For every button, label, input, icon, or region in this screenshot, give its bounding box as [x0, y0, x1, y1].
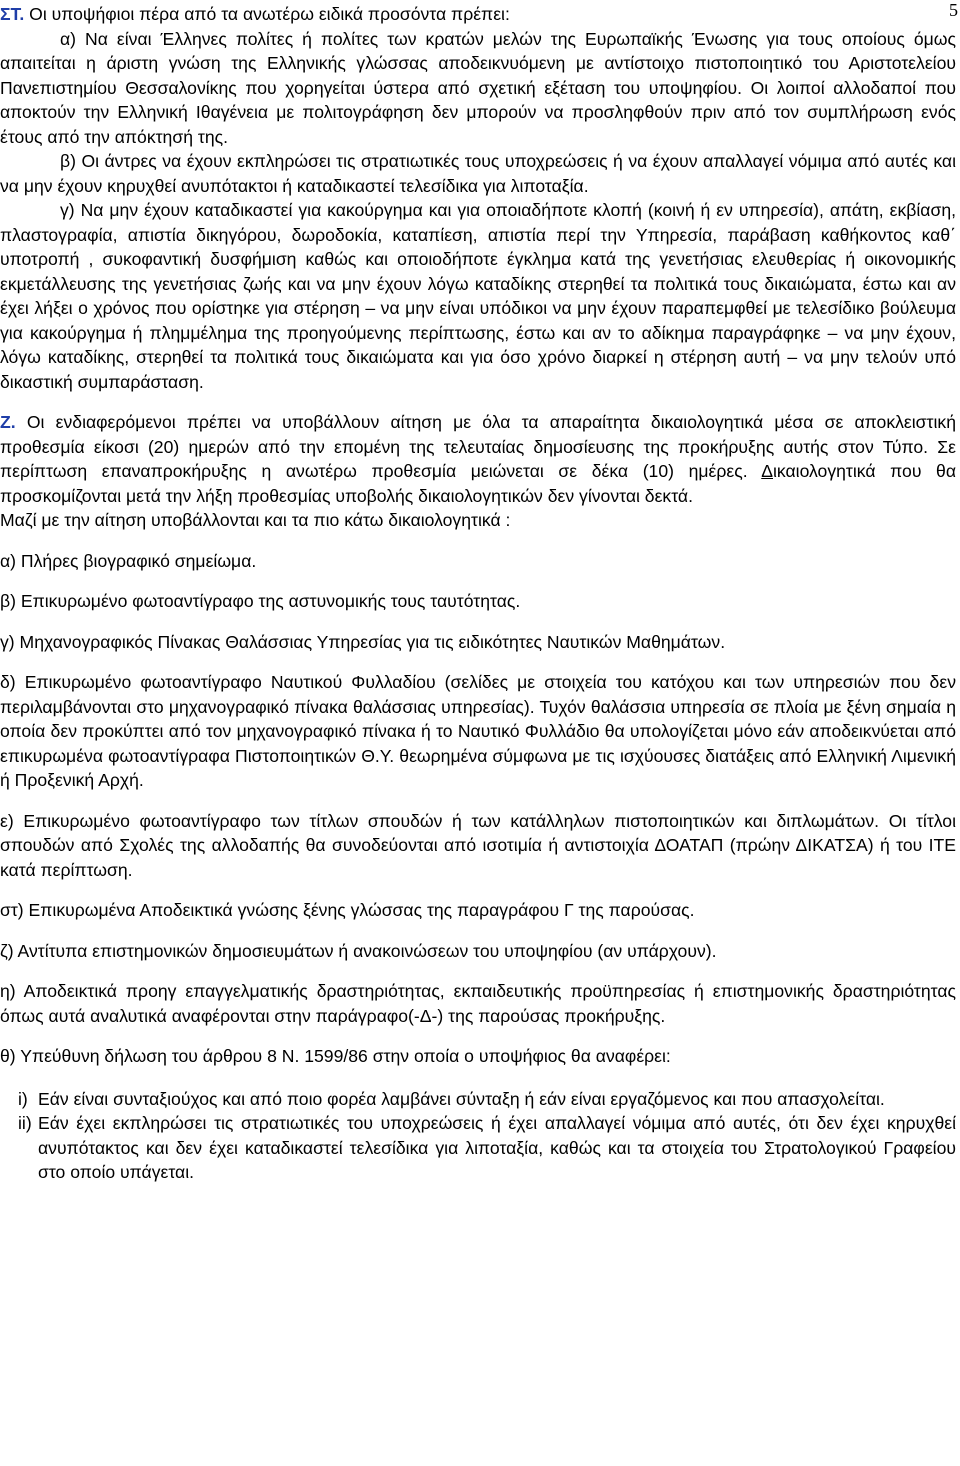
document-c: γ) Μηχανογραφικός Πίνακας Θαλάσσιας Υπηρεσίας για τις ειδικότητες Ναυτικών Μαθημάτων. — [0, 631, 726, 652]
declaration-text: Εάν έχει εκπληρώσει τις στρατιωτικές του υποχρεώσεις ή έχει απαλλαγεί νόμιμα από αυτές, ότι δεν έχει κηρυχθεί ανυπότακτος και δεν έχει καταδικαστεί τελεσίδικα για λιποταξία, καθώς και τα στοιχεία του Στρατολογικού Γραφείου στο οποίο υπάγεται. — [38, 1113, 956, 1182]
document-th: θ) Υπεύθυνη δήλωση του άρθρου 8 Ν. 1599/86 στην οποία ο υποψήφιος θα αναφέρει: — [0, 1046, 671, 1066]
declaration-item — [0, 1111, 956, 1185]
document-d: δ) Επικυρωμένο φωτοαντίγραφο Ναυτικού Φυλλαδίου (σελίδες με στοιχεία του κατόχου και των υπηρεσιών που δεν περιλαμβάνονται στο μηχανογραφικό πίνακα θαλάσσιας υπηρεσίας). Τυχόν θαλάσσια υπηρεσία σε πλοία με ξένη σημαία η οποία δεν προκύπτει από τον μηχανογραφικό πίνακα ή το Ναυτικό Φυλλάδιο θα υπολογίζεται μόνο εάν αποδεικνύεται από επικυρωμένα φωτοαντίγραφα Πιστοποιητικών Θ.Υ. θεωρημένα σύμφωνα με τις ισχύουσες διατάξεις από Ελληνική Λιμενική ή Προξενική Αρχή. — [0, 672, 956, 790]
document-h: η) Αποδεικτικά προηγ επαγγελματικής δραστηριότητας, εκπαιδευτικής προϋπηρεσίας ή επιστημονικής δραστηριότητας όπως αυτά αναλυτικά αναφέρονται στην παράγραφο(-Δ-) της παρούσας προκήρυξης. — [0, 981, 956, 1026]
declaration-marker: ii) — [18, 1113, 32, 1133]
document-a: α) Πλήρες βιογραφικό σημείωμα. — [0, 550, 257, 571]
section-z-paragraph — [0, 410, 956, 508]
page-number: 5 — [949, 0, 958, 20]
section-z-text-2: ικαιολογητικά που θα προσκομίζονται μετά την λήξη προθεσμίας υποβολής δικαιολογητικών δεν γίνονται δεκτά. — [0, 461, 957, 506]
document-z: ζ) Αντίτυπα επιστημονικών δημοσιευμάτων ή ανακοινώσεων του υποψηφίου (αν υπάρχουν). — [0, 940, 717, 961]
document-st: στ) Επικυρωμένα Αποδεικτικά γνώσης ξένης γλώσσας της παραγράφου Γ της παρούσας. — [0, 900, 695, 920]
section-z-underlined-letter: Δ — [761, 461, 773, 481]
requirement-b: β) Οι άντρες να έχουν εκπληρώσει τις στρατιωτικές τους υποχρεώσεις ή να έχουν απαλλαγεί νόμιμα από αυτές και να μην έχουν κηρυχθεί ανυπότακτοι ή καταδικαστεί τελεσίδικα για λιποταξία. — [0, 151, 956, 196]
document-body — [0, 2, 956, 1185]
document-b: β) Επικυρωμένο φωτοαντίγραφο της αστυνομικής τους ταυτότητας. — [0, 591, 521, 611]
section-st-intro-text: Οι υποψήφιοι πέρα από τα ανωτέρω ειδικά προσόντα πρέπει: — [24, 4, 510, 24]
declaration-list — [0, 1087, 956, 1185]
section-z-text-1: Οι ενδιαφερόμενοι πρέπει να υποβάλλουν αίτηση με όλα τα απαραίτητα δικαιολογητικά μέσα σε αποκλειστική προθεσμία είκοσι (20) ημερών από την επομένη της τελευταίας δημοσίευσης της προκήρυξης αυτής στον Τύπο. Σε περίπτωση επαναπροκήρυξης η ανωτέρω προθεσμία μειώνεται σε δέκα (10) ημέρες. — [0, 412, 956, 481]
section-st-intro — [0, 2, 956, 27]
document-e: ε) Επικυρωμένο φωτοαντίγραφο των τίτλων σπουδών ή των κατάλληλων πιστοποιητικών και διπλωμάτων. Οι τίτλοι σπουδών από Σχολές της αλλοδαπής θα συνοδεύονται από ισοτιμία ή αντιστοιχία ΔΟΑΤΑΠ (πρώην ΔΙΚΑΤΣΑ) ή του ΙΤΕ κατά περίπτωση. — [0, 810, 956, 880]
declaration-item — [0, 1087, 956, 1112]
documents-intro: Μαζί με την αίτηση υποβάλλονται και τα πιο κάτω δικαιολογητικά : — [0, 510, 511, 530]
requirement-a: α) Να είναι Έλληνες πολίτες ή πολίτες των κρατών μελών της Ευρωπαϊκής Ένωσης για τους οποίους όμως απαιτείται η άριστη γνώση της Ελληνικής γλώσσας αποδεικνυόμενη με αντίστοιχο πιστοποιητικό του Αριστοτελείου Πανεπιστημίου Θεσσαλονίκης που χορηγείται ύστερα από σχετική εξέταση του υποψηφίου. Οι λοιποί αλλοδαποί που αποκτούν την Ελληνική Ιθαγένεια με πολιτογράφηση δεν μπορούν να προσληφθούν πριν από τον συμπλήρωση ενός έτους από την απόκτησή της. — [0, 28, 956, 147]
declaration-marker: i) — [18, 1088, 28, 1109]
requirement-c: γ) Να μην έχουν καταδικαστεί για κακούργημα και για οποιαδήποτε κλοπή (κοινή ή εν υπηρεσία), απάτη, εκβίαση, πλαστογραφία, απιστία δικηγόρου, δωροδοκία, καταπίεση, απιστία περί την Υπηρεσία, παράβαση καθήκοντος καθ΄ υποτροπή , συκοφαντική δυσφήμιση καθώς και οποιοδήποτε έγκλημα κατά της γενετήσιας ελευθερίας ή οικονομικής εκμετάλλευσης της γενετήσιας ζωής και να μην έχουν λόγω καταδίκης στερηθεί τα πολιτικά τους δικαιώματα, έστω και αν έχει λήξει ο χρόνος που ορίστηκε για στέρηση – να μην είναι υπόδικοι να μην έχουν παραπεμφθεί με τελεσίδικο βούλευμα για κακούργημα ή πλημμέλημα της προηγούμενης περίπτωσης, έστω και αν το αδίκημα παραγράφηκε – να μην έχουν, λόγω καταδίκης, στερηθεί τα πολιτικά τους δικαιώματα και για όσο χρόνο διαρκεί η στέρηση αυτή – να μην τελούν υπό δικαστική συμπαράσταση. — [0, 200, 956, 392]
section-st-label: ΣΤ. — [0, 4, 25, 24]
declaration-text: Εάν είναι συνταξιούχος και από ποιο φορέα λαμβάνει σύνταξη ή εάν είναι εργαζόμενος και που απασχολείται. — [38, 1088, 885, 1109]
section-z-label: Ζ. — [0, 412, 16, 432]
